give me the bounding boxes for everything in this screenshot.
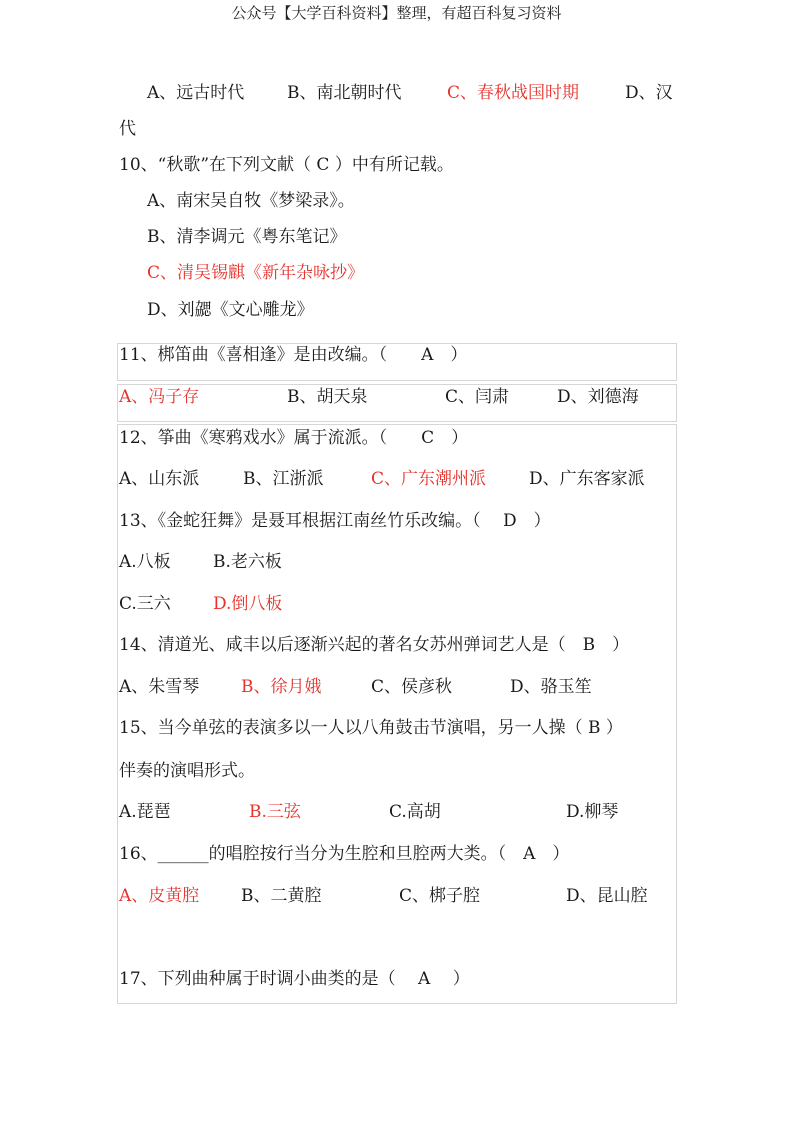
q14-option-b-answer: B、徐月娥: [241, 677, 322, 697]
q9-option-d-continued: 代: [119, 119, 136, 139]
q11-option-b: B、胡天泉: [287, 387, 368, 407]
q14-option-d: D、骆玉笙: [510, 677, 592, 697]
q11-option-d: D、刘德海: [557, 387, 639, 407]
q16-option-a-answer: A、皮黄腔: [119, 886, 200, 906]
q14-option-c: C、侯彦秋: [371, 677, 453, 697]
q11-stem: 11、梆笛曲《喜相逢》是由改编。（ A ）: [119, 345, 468, 365]
q15-option-d: D.柳琴: [566, 802, 619, 822]
q15-stem: 15、当今单弦的表演多以一人以八角鼓击节演唱，另一人操（ B ）: [119, 718, 623, 738]
q12-option-b: B、江浙派: [243, 469, 324, 489]
q10-option-c-answer: C、清吴锡麒《新年杂咏抄》: [147, 263, 365, 283]
q9-option-a: A、远古时代: [147, 83, 245, 103]
q12-option-d: D、广东客家派: [529, 469, 645, 489]
q14-stem: 14、清道光、咸丰以后逐渐兴起的著名女苏州弹词艺人是（ B ）: [119, 635, 630, 655]
q15-option-b-answer: B.三弦: [249, 802, 301, 822]
q11-option-c: C、闫肃: [445, 387, 510, 407]
q13-option-c: C.三六: [119, 594, 171, 614]
q17-stem: 17、下列曲种属于时调小曲类的是（ A ）: [119, 969, 470, 989]
q16-option-d: D、昆山腔: [566, 886, 648, 906]
q16-option-c: C、梆子腔: [399, 886, 481, 906]
q10-option-d: D、刘勰《文心雕龙》: [147, 300, 314, 320]
q13-option-b: B.老六板: [213, 552, 282, 572]
q15-option-a: A.琵琶: [119, 802, 171, 822]
q14-option-a: A、朱雪琴: [119, 677, 200, 697]
q10-option-a: A、南宋吴自牧《梦梁录》。: [147, 191, 355, 211]
q13-option-d-answer: D.倒八板: [213, 594, 283, 614]
q9-option-b: B、南北朝时代: [287, 83, 402, 103]
q9-option-c-answer: C、春秋战国时期: [447, 83, 580, 103]
q9-option-d: D、汉: [625, 83, 673, 103]
page-header: 公众号【大学百科资料】整理，有超百科复习资料: [231, 4, 562, 22]
q12-option-a: A、山东派: [119, 469, 200, 489]
q16-option-b: B、二黄腔: [241, 886, 322, 906]
q10-stem: 10、“秋歌”在下列文献（ C ）中有所记载。: [119, 155, 454, 175]
q13-option-a: A.八板: [119, 552, 171, 572]
q11-option-a-answer: A、冯子存: [119, 387, 200, 407]
q16-stem: 16、______的唱腔按行当分为生腔和旦腔两大类。（ A ）: [119, 844, 570, 864]
q10-option-b: B、清李调元《粤东笔记》: [147, 227, 347, 247]
q15-option-c: C.高胡: [389, 802, 441, 822]
q13-stem: 13、《金蛇狂舞》是聂耳根据江南丝竹乐改编。（ D ）: [119, 511, 551, 531]
q12-option-c-answer: C、广东潮州派: [371, 469, 487, 489]
q15-stem-continued: 伴奏的演唱形式。: [119, 761, 255, 781]
q12-stem: 12、筝曲《寒鸦戏水》属于流派。（ C ）: [119, 428, 469, 448]
